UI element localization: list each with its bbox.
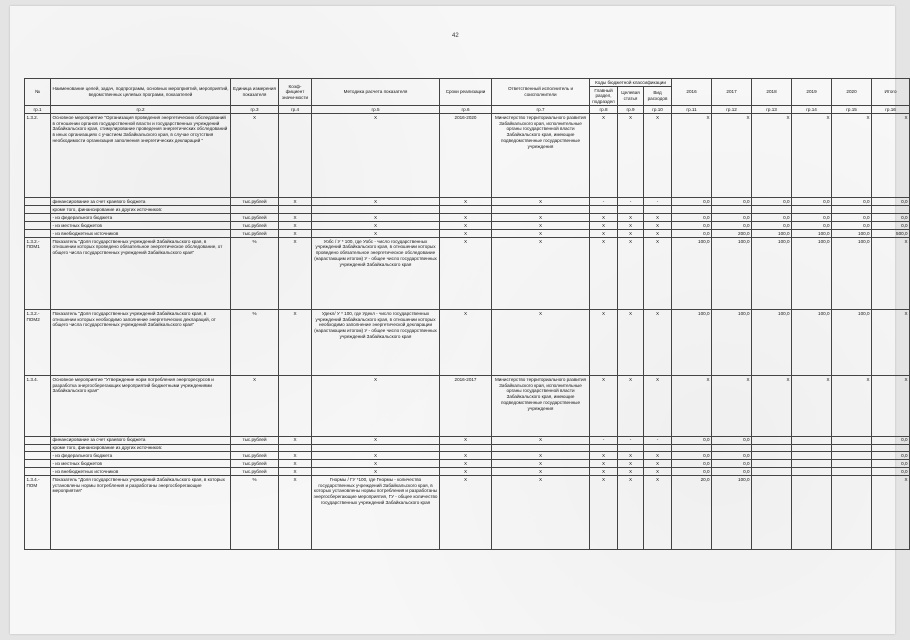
year-value-cell: 100,0 (712, 238, 752, 310)
year-value-cell: X (752, 376, 792, 436)
year-value-cell (792, 460, 832, 468)
table-cell (618, 444, 644, 452)
total-cell: 0,0 (872, 436, 910, 444)
row-name-cell: - из местных бюджетов (51, 460, 231, 468)
total-cell: X (872, 238, 910, 310)
year-value-cell: 0,0 (832, 198, 872, 206)
table-cell: - (590, 198, 618, 206)
row-number-cell (25, 198, 51, 206)
table-cell: X (618, 452, 644, 460)
header-year: 2016 (672, 79, 712, 106)
row-number-cell (25, 206, 51, 214)
year-value-cell: X (832, 376, 872, 436)
year-value-cell (752, 460, 792, 468)
row-number-cell (25, 214, 51, 222)
header-code-target: Целевая статья (618, 86, 644, 105)
header-year: 2020 (832, 79, 872, 106)
column-number: гр.7 (492, 106, 590, 114)
document-page (10, 6, 908, 634)
table-cell: % (231, 238, 279, 310)
year-value-cell: 0,0 (752, 198, 792, 206)
table-cell (644, 206, 672, 214)
table-cell: X (440, 238, 492, 310)
year-value-cell: X (792, 114, 832, 198)
header-num: № (25, 79, 51, 106)
table-cell (590, 444, 618, 452)
executor-cell: X (492, 198, 590, 206)
table-cell: X (440, 460, 492, 468)
year-value-cell (792, 444, 832, 452)
column-numbers-row (25, 106, 910, 114)
header-code-section: Главный раздел, подраздел (590, 86, 618, 105)
year-value-cell: 0,0 (672, 468, 712, 476)
year-value-cell: X (672, 114, 712, 198)
year-value-cell: 100,0 (712, 310, 752, 376)
method-cell (312, 206, 440, 214)
year-value-cell: 100,0 (672, 238, 712, 310)
row-name-cell: Основное мероприятие "Утверждение норм потребления энергоресурсов и разработка энергосберегающих мероприятий бюджетными учреждениями Забайкальского края" (51, 376, 231, 436)
table-cell: X (618, 230, 644, 238)
table-cell: X (440, 230, 492, 238)
header-year: 2017 (712, 79, 752, 106)
table-cell (440, 444, 492, 452)
executor-cell: X (492, 436, 590, 444)
table-cell: X (644, 460, 672, 468)
column-number: гр.8 (590, 106, 618, 114)
year-value-cell: 100,0 (792, 310, 832, 376)
year-value-cell: 0,0 (672, 198, 712, 206)
table-cell (279, 114, 312, 198)
table-cell: X (440, 436, 492, 444)
year-value-cell: X (672, 376, 712, 436)
table-cell: тыс.рублей (231, 452, 279, 460)
row-name-cell: - из внебюджетных источников (51, 468, 231, 476)
row-name-cell: Показатель "Доля государственных учреждений Забайкальского края, в которых установлены нормы потребления и разработаны энергосберегающие мероприятия" (51, 476, 231, 550)
year-value-cell: 0,0 (672, 436, 712, 444)
table-cell: - (618, 436, 644, 444)
column-number: гр.11 (672, 106, 712, 114)
year-value-cell (752, 206, 792, 214)
row-number-cell (25, 222, 51, 230)
year-value-cell: 0,0 (672, 230, 712, 238)
row-name-cell: финансирование за счет краевого бюджета (51, 436, 231, 444)
year-value-cell: 200,0 (712, 230, 752, 238)
year-value-cell (672, 444, 712, 452)
table-row (25, 310, 910, 376)
year-value-cell: 0,0 (672, 214, 712, 222)
column-number: гр.10 (644, 106, 672, 114)
column-number: гр.13 (752, 106, 792, 114)
column-number: гр.5 (312, 106, 440, 114)
table-cell: X (279, 222, 312, 230)
table-cell: X (440, 452, 492, 460)
executor-cell: Министерство территориального развития Забайкальского края, исполнительные органы государственной власти Забайкальского края, имеющие подведомственные государственные учреждения (492, 376, 590, 436)
table-cell: X (590, 222, 618, 230)
year-value-cell: 100,0 (712, 476, 752, 550)
header-year: 2018 (752, 79, 792, 106)
year-value-cell (832, 452, 872, 460)
year-value-cell: 100,0 (752, 238, 792, 310)
year-value-cell (792, 206, 832, 214)
table-cell: X (440, 222, 492, 230)
year-value-cell (672, 206, 712, 214)
table-cell: X (279, 310, 312, 376)
year-value-cell: 0,0 (832, 222, 872, 230)
table-cell: X (590, 114, 618, 198)
row-number-cell (25, 230, 51, 238)
table-cell: X (440, 468, 492, 476)
year-value-cell (832, 436, 872, 444)
table-cell: X (279, 198, 312, 206)
year-value-cell (792, 452, 832, 460)
year-value-cell: 0,0 (712, 468, 752, 476)
executor-cell: X (492, 460, 590, 468)
year-value-cell (712, 206, 752, 214)
table-cell: X (231, 114, 279, 198)
year-value-cell: X (712, 114, 752, 198)
column-number: гр.12 (712, 106, 752, 114)
table-cell: 2016-2020 (440, 114, 492, 198)
method-cell: X (312, 198, 440, 206)
header-unit: Единица измерения показателя (231, 79, 279, 106)
year-value-cell (792, 468, 832, 476)
table-cell: X (279, 452, 312, 460)
table-cell: X (279, 468, 312, 476)
table-cell: тыс.рублей (231, 230, 279, 238)
header-total: Итого (872, 79, 910, 106)
row-number-cell (25, 436, 51, 444)
table-cell: X (279, 460, 312, 468)
table-cell: X (644, 238, 672, 310)
row-number-cell: 1.3.2.-ПОМ2 (25, 310, 51, 376)
executor-cell: X (492, 222, 590, 230)
table-cell: X (279, 230, 312, 238)
row-name-cell: - из федерального бюджета (51, 452, 231, 460)
table-cell: - (618, 198, 644, 206)
table-cell (231, 444, 279, 452)
table-cell: X (440, 198, 492, 206)
column-number: гр.16 (872, 106, 910, 114)
year-value-cell (832, 476, 872, 550)
year-value-cell: 100,0 (792, 238, 832, 310)
table-row (25, 114, 910, 198)
table-cell: X (590, 476, 618, 550)
year-value-cell: X (752, 114, 792, 198)
table-cell: X (590, 452, 618, 460)
table-cell: X (618, 114, 644, 198)
row-name-cell: - из федерального бюджета (51, 214, 231, 222)
method-cell: Удекл/ У * 100, где Удекл - число государственных учреждений Забайкальского края, в отношении которых необходимо заполнение энергетической декларации (нарастающим итогом) У - общее число государственных учреждений Забайкальского края (312, 310, 440, 376)
column-number: гр.6 (440, 106, 492, 114)
table-cell: X (618, 460, 644, 468)
table-cell: X (279, 238, 312, 310)
total-cell: 0,0 (872, 198, 910, 206)
table-cell: - (590, 436, 618, 444)
table-cell (644, 444, 672, 452)
year-value-cell: 0,0 (712, 436, 752, 444)
table-cell: X (590, 230, 618, 238)
table-cell: X (440, 310, 492, 376)
table-cell: X (618, 468, 644, 476)
table-cell: X (644, 310, 672, 376)
method-cell: Уобс / У * 100, где Уобс - число государственных учреждений Забайкальского края, в отношении которых проведено обязательное энергетическое обследование (нарастающим итогом) У - общее число государственных учреждений Забайкальского края (312, 238, 440, 310)
table-cell: X (440, 214, 492, 222)
table-row (25, 214, 910, 222)
table-cell: X (279, 476, 312, 550)
table-row (25, 452, 910, 460)
column-number: гр.9 (618, 106, 644, 114)
table-cell: X (644, 222, 672, 230)
table-header-row (25, 79, 910, 87)
executor-cell (492, 444, 590, 452)
table-row (25, 436, 910, 444)
executor-cell: X (492, 310, 590, 376)
table-row (25, 468, 910, 476)
year-value-cell: 0,0 (672, 452, 712, 460)
table-cell (590, 206, 618, 214)
method-cell: X (312, 452, 440, 460)
header-method: Методика расчета показателя (312, 79, 440, 106)
table-cell: % (231, 476, 279, 550)
total-cell: 0,0 (872, 214, 910, 222)
table-cell: X (279, 214, 312, 222)
table-row (25, 222, 910, 230)
total-cell: 0,0 (872, 222, 910, 230)
year-value-cell: 0,0 (792, 198, 832, 206)
column-number: гр.1 (25, 106, 51, 114)
column-number: гр.3 (231, 106, 279, 114)
table-cell: тыс.рублей (231, 460, 279, 468)
table-cell: X (590, 238, 618, 310)
table-cell: X (644, 114, 672, 198)
year-value-cell (752, 476, 792, 550)
year-value-cell: 0,0 (712, 452, 752, 460)
table-cell: X (644, 230, 672, 238)
method-cell: X (312, 214, 440, 222)
table-cell: тыс.рублей (231, 214, 279, 222)
year-value-cell: X (832, 114, 872, 198)
year-value-cell (752, 436, 792, 444)
table-cell: X (618, 310, 644, 376)
row-name-cell: кроме того, финансирование из других источников: (51, 444, 231, 452)
table-row (25, 376, 910, 436)
header-name: Наименование целей, задач, подпрограмм, основных мероприятий, мероприятий, ведомственных целевых программ, показателей (51, 79, 231, 106)
table-cell: X (279, 436, 312, 444)
method-cell: X (312, 460, 440, 468)
table-cell: X (644, 476, 672, 550)
table-cell (440, 206, 492, 214)
table-cell: X (618, 476, 644, 550)
year-value-cell (752, 444, 792, 452)
table-cell (231, 206, 279, 214)
row-name-cell: финансирование за счет краевого бюджета (51, 198, 231, 206)
executor-cell: X (492, 452, 590, 460)
total-cell: X (872, 310, 910, 376)
total-cell: X (872, 376, 910, 436)
column-number: гр.15 (832, 106, 872, 114)
method-cell: X (312, 436, 440, 444)
column-number: гр.2 (51, 106, 231, 114)
year-value-cell: X (712, 376, 752, 436)
year-value-cell: 0,0 (752, 222, 792, 230)
table-cell: X (618, 222, 644, 230)
total-cell: 0,0 (872, 460, 910, 468)
table-cell: тыс.рублей (231, 436, 279, 444)
year-value-cell: 0,0 (672, 460, 712, 468)
page-number: 42 (452, 33, 459, 39)
executor-cell (492, 206, 590, 214)
table-cell: - (644, 198, 672, 206)
year-value-cell: 20,0 (672, 476, 712, 550)
year-value-cell (712, 444, 752, 452)
method-cell: X (312, 376, 440, 436)
table-cell: X (590, 310, 618, 376)
method-cell: X (312, 230, 440, 238)
row-number-cell (25, 460, 51, 468)
total-cell (872, 206, 910, 214)
year-value-cell (792, 476, 832, 550)
year-value-cell: 0,0 (752, 214, 792, 222)
total-cell: X (872, 476, 910, 550)
method-cell: Гнормы / ГУ *100, где Гнормы - количество государственных учреждений Забайкальского края, в которых установлены нормы потребления и разработаны энергосберегающие мероприятия, ГУ - общее количество государственных учреждений Забайкальского края (312, 476, 440, 550)
year-value-cell: 100,0 (832, 230, 872, 238)
table-cell: X (618, 376, 644, 436)
row-name-cell: - из внебюджетных источников (51, 230, 231, 238)
table-cell: 2016-2017 (440, 376, 492, 436)
table-row (25, 238, 910, 310)
table-row (25, 460, 910, 468)
table-cell: X (231, 376, 279, 436)
table-row (25, 206, 910, 214)
year-value-cell (792, 436, 832, 444)
executor-cell: X (492, 476, 590, 550)
total-cell: 0,0 (872, 468, 910, 476)
row-name-cell: Основное мероприятие "Организация проведения энергетических обследований в отношении органов государственной власти и государственных учреждений Забайкальского края, стимулирование проведения энергетических обследований в иных организациях с участием Забайкальского края, в случае отсутствия необходимости организация заполнения энергетических деклараций " (51, 114, 231, 198)
year-value-cell (832, 444, 872, 452)
row-number-cell (25, 444, 51, 452)
table-cell: тыс.рублей (231, 468, 279, 476)
row-number-cell: 1.3.2.-ПОМ1 (25, 238, 51, 310)
table-row (25, 198, 910, 206)
table-cell: X (618, 238, 644, 310)
table-cell: X (590, 376, 618, 436)
table-cell: X (618, 214, 644, 222)
executor-cell: X (492, 230, 590, 238)
table-row (25, 230, 910, 238)
table-cell: X (590, 460, 618, 468)
header-executor: Ответственный исполнитель и соисполнители (492, 79, 590, 106)
header-code-expense: Вид расходов (644, 86, 672, 105)
year-value-cell (832, 206, 872, 214)
row-number-cell (25, 452, 51, 460)
table-row (25, 444, 910, 452)
total-cell: 0,0 (872, 452, 910, 460)
table-cell: X (644, 214, 672, 222)
table-body (25, 114, 910, 550)
table-cell: X (644, 452, 672, 460)
row-number-cell: 1.3.4. (25, 376, 51, 436)
year-value-cell (832, 468, 872, 476)
method-cell: X (312, 222, 440, 230)
year-value-cell: 0,0 (832, 214, 872, 222)
method-cell (312, 444, 440, 452)
row-name-cell: кроме того, финансирование из других источников: (51, 206, 231, 214)
table-cell: X (440, 476, 492, 550)
program-table (24, 78, 910, 550)
year-value-cell: 100,0 (752, 230, 792, 238)
row-number-cell: 1.3.2. (25, 114, 51, 198)
executor-cell: X (492, 468, 590, 476)
method-cell: X (312, 468, 440, 476)
year-value-cell: X (792, 376, 832, 436)
header-year: 2019 (792, 79, 832, 106)
table-cell: - (644, 436, 672, 444)
total-cell (872, 444, 910, 452)
year-value-cell: 0,0 (712, 198, 752, 206)
table-cell (279, 444, 312, 452)
executor-cell: X (492, 214, 590, 222)
year-value-cell: 100,0 (832, 310, 872, 376)
table-row (25, 476, 910, 550)
year-value-cell: 0,0 (672, 222, 712, 230)
row-number-cell (25, 468, 51, 476)
header-terms: Сроки реализации (440, 79, 492, 106)
header-budget-codes: Коды бюджетной классификации (590, 79, 672, 87)
row-name-cell: - из местных бюджетов (51, 222, 231, 230)
year-value-cell: 0,0 (792, 214, 832, 222)
row-name-cell: Показатель "Доля государственных учреждений Забайкальского края, в отношении которых проведено обязательное энергетическое обследование, от общего числа государственных учреждений Забайкальского края" (51, 238, 231, 310)
table-cell: X (644, 468, 672, 476)
executor-cell: Министерство территориального развития Забайкальского края, исполнительные органы государственной власти Забайкальского края, имеющие подведомственные государственные учреждения (492, 114, 590, 198)
row-number-cell: 1.3.4.-ПОМ (25, 476, 51, 550)
table-cell (618, 206, 644, 214)
header-coef: Коэф-фициент значи-мости (279, 79, 312, 106)
table-cell: тыс.рублей (231, 222, 279, 230)
year-value-cell: 100,0 (792, 230, 832, 238)
total-cell: X (872, 114, 910, 198)
total-cell: 500,0 (872, 230, 910, 238)
year-value-cell: 0,0 (712, 214, 752, 222)
column-number: гр.4 (279, 106, 312, 114)
table-cell: X (590, 468, 618, 476)
year-value-cell: 100,0 (752, 310, 792, 376)
table-cell: % (231, 310, 279, 376)
year-value-cell: 0,0 (712, 222, 752, 230)
year-value-cell (752, 468, 792, 476)
table-cell: X (644, 376, 672, 436)
executor-cell: X (492, 238, 590, 310)
method-cell: X (312, 114, 440, 198)
table-cell (279, 206, 312, 214)
year-value-cell: 0,0 (712, 460, 752, 468)
table-cell (279, 376, 312, 436)
year-value-cell: 100,0 (672, 310, 712, 376)
year-value-cell (752, 452, 792, 460)
row-name-cell: Показатель "Доля государственных учреждений Забайкальского края, в отношении которых необходимо заполнение энергетических деклараций, от общего числа государственных учреждений Забайкальского края" (51, 310, 231, 376)
year-value-cell (832, 460, 872, 468)
table-cell: X (590, 214, 618, 222)
year-value-cell: 100,0 (832, 238, 872, 310)
table-cell: тыс.рублей (231, 198, 279, 206)
column-number: гр.14 (792, 106, 832, 114)
year-value-cell: 0,0 (792, 222, 832, 230)
